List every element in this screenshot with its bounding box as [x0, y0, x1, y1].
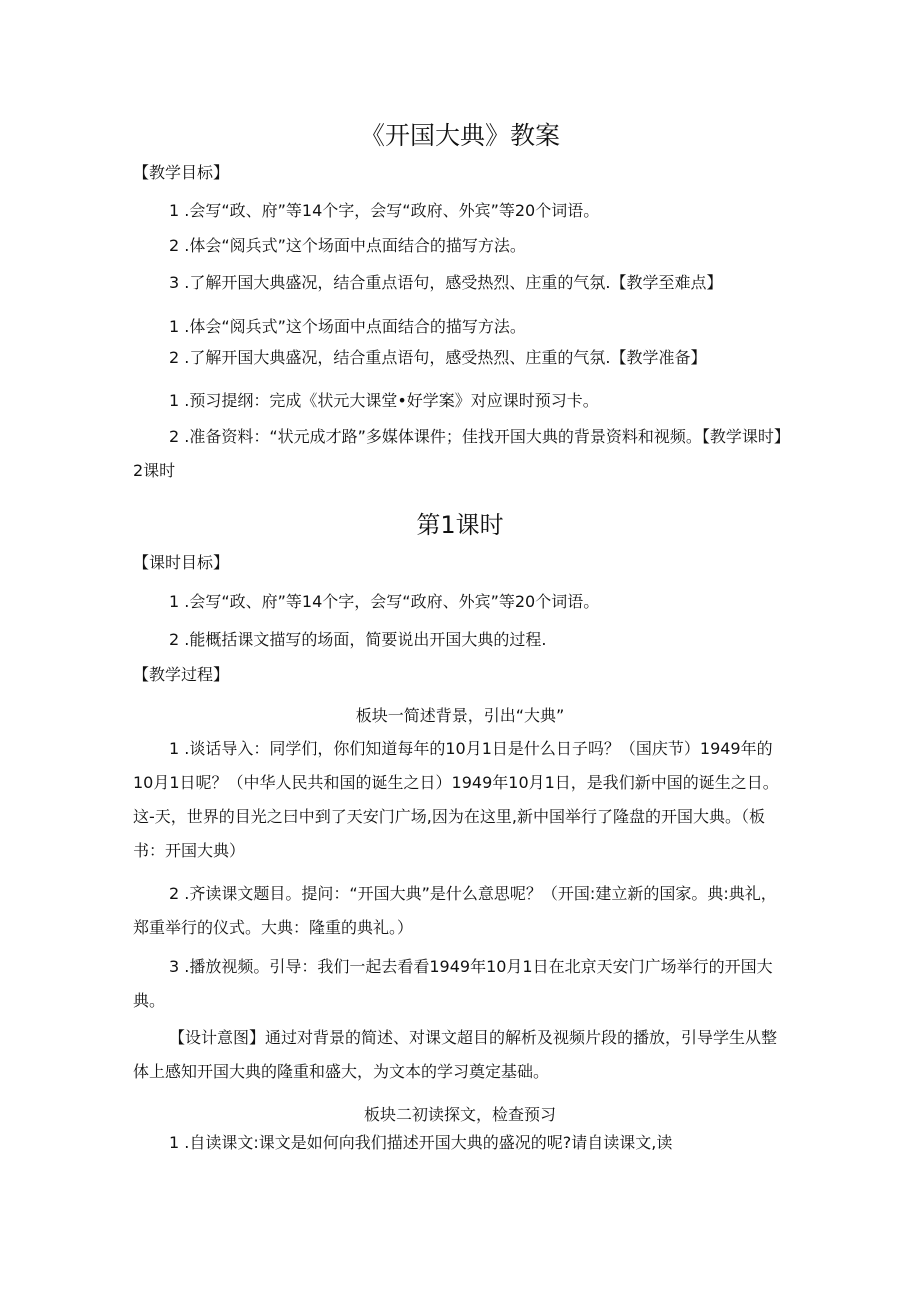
section1-title: 板块一简述背景，引出“大典” — [355, 706, 565, 725]
key-point-1: 1 .体会“阅兵式”这个场面中点面结合的描写方法。 — [169, 317, 526, 336]
goal-item-2: 2 .体会“阅兵式”这个场面中点面结合的描写方法。 — [169, 236, 526, 255]
section1-item-2: 2 .齐读课文题目。提问：“开国大典”是什么意思呢？（开国:建立新的国家。典:典礼，郑重举行的仪式。大典：隆重的典礼。） — [133, 884, 777, 937]
section2-item-1: 1 .自读课文:课文是如何向我们描述开国大典的盛况的呢?请自读课文,读 — [169, 1133, 673, 1152]
page-title: 《开国大典》教案 — [359, 121, 560, 150]
section1-item-3: 3 .播放视频。引导：我们一起去看看1949年10月1日在北京天安门广场举行的开国大典。 — [133, 957, 773, 1010]
section1-item-1: 1 .谈话导入：同学们，你们知道每年的10月1日是什么日子吗？（国庆节）1949年的10月1日呢？（中华人民共和国的诞生之日）1949年10月1日，是我们新中国的诞生之日。这-天，世界的目光之曰中到了天安门广场,因为在这里,新中国举行了隆盘的开国大典。（板书：开国大典） — [133, 739, 779, 860]
key-point-2: 2 .了解开国大典盛况，结合重点语句，感受热烈、庄重的气氛.【教学准备】 — [169, 348, 707, 367]
lesson-goals-heading: 【课时目标】 — [133, 553, 230, 572]
goal-item-3: 3 .了解开国大典盛况，结合重点语句，感受热烈、庄重的气氛.【教学至难点】 — [169, 273, 723, 292]
lesson-goal-2: 2 .能概括课文描写的场面，简要说出开国大典的过程. — [169, 630, 547, 649]
lesson-title: 第1课时 — [416, 511, 504, 539]
lesson-goal-1: 1 .会写“政、府”等14个字，会写“政府、外宾”等20个词语。 — [169, 592, 600, 611]
teaching-goals-heading: 【教学目标】 — [133, 163, 230, 182]
design-intent: 【设计意图】通过对背景的简述、对课文超目的解析及视频片段的播放，引导学生从整体上感知开国大典的隆重和盛大，为文本的学习奠定基础。 — [133, 1028, 778, 1081]
prep-item-2: 2 .准备资料：“状元成才路”多媒体课件；佳找开国大典的背景资料和视频。【教学课时】2课时 — [133, 427, 782, 480]
prep-item-1: 1 .预习提纲：完成《状元大课堂•好学案》对应课时预习卡。 — [169, 391, 599, 410]
goal-item-1: 1 .会写“政、府”等14个字，会写“政府、外宾”等20个词语。 — [169, 201, 600, 220]
section2-title: 板块二初读探文，检查预习 — [363, 1105, 556, 1124]
process-heading: 【教学过程】 — [133, 665, 230, 684]
